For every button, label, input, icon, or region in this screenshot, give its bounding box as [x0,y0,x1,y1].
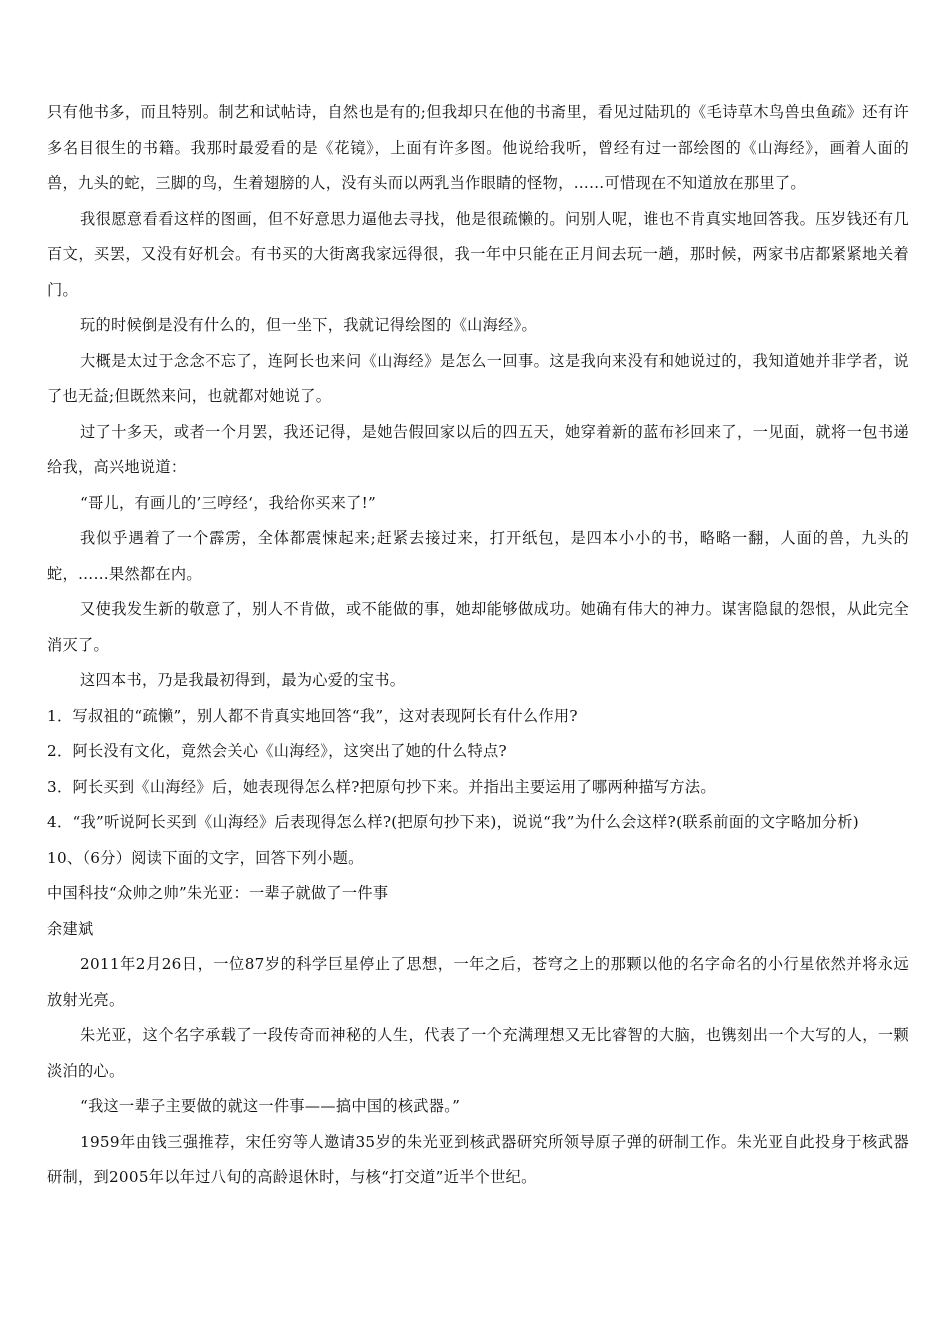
article-title: 中国科技“众帅之帅”朱光亚：一辈子就做了一件事 [47,884,389,902]
article-paragraph-2: 朱光亚，这个名字承载了一段传奇而神秘的人生，代表了一个充满理想又无比睿智的大脑，也镌刻出一个大写的人，一颗淡泊的心。 [47,1026,909,1080]
reading-paragraph-5: 过了十多天，或者一个月罢，我还记得，是她告假回家以后的四五天，她穿着新的蓝布衫回来了，一见面，就将一包书递给我，高兴地说道： [47,422,909,476]
article-paragraph-1: 2011年2月26日，一位87岁的科学巨星停止了思想，一年之后，苍穹之上的那颗以他的名字命名的小行星依然并将永远放射光亮。 [47,955,909,1009]
reading-paragraph-1: 只有他书多，而且特别。制艺和试帖诗，自然也是有的;但我却只在他的书斋里，看见过陆玑的《毛诗草木鸟兽虫鱼疏》还有许多名目很生的书籍。我那时最爱看的是《花镜》，上面有许多图。他说给我听，曾经有过一部绘图的《山海经》，画着人面的兽，九头的蛇，三脚的鸟，生着翅膀的人，没有头而以两乳当作眼睛的怪物，……可惜现在不知道放在那里了。 [47,103,909,192]
section-10-heading: 10、（6分）阅读下面的文字，回答下列小题。 [47,848,364,867]
reading-paragraph-6: “哥儿，有画儿的’三哼经‘，我给你买来了!” [80,493,377,512]
reading-paragraph-3: 玩的时候倒是没有什么的，但一坐下，我就记得绘图的《山海经》。 [80,316,538,334]
document-body [47,95,909,1196]
article-paragraph-4: 1959年由钱三强推荐，宋任穷等人邀请35岁的朱光亚到核武器研究所领导原子弹的研制工作。朱光亚自此投身于核武器研制，到2005年以年过八旬的高龄退休时，与核“打交道”近半个世纪。 [47,1132,909,1186]
question-2: 2．阿长没有文化，竟然会关心《山海经》，这突出了她的什么特点? [47,742,507,760]
question-3: 3．阿长买到《山海经》后，她表现得怎么样?把原句抄下来。并指出主要运用了哪两种描写方法。 [47,777,716,796]
article-author: 余建斌 [47,919,94,938]
reading-paragraph-7: 我似乎遇着了一个霹雳，全体都震悚起来;赶紧去接过来，打开纸包，是四本小小的书，略略一翻，人面的兽，九头的蛇，……果然都在内。 [47,529,909,583]
reading-paragraph-9: 这四本书，乃是我最初得到，最为心爱的宝书。 [80,671,406,689]
question-1: 1．写叔祖的“疏懒”，别人都不肯真实地回答“我”，这对表现阿长有什么作用? [47,706,578,725]
reading-paragraph-4: 大概是太过于念念不忘了，连阿长也来问《山海经》是怎么一回事。这是我向来没有和她说过的，我知道她并非学者，说了也无益;但既然来问，也就都对她说了。 [47,351,909,405]
article-paragraph-3: “我这一辈子主要做的就这一件事——搞中国的核武器。” [80,1097,461,1115]
reading-paragraph-2: 我很愿意看看这样的图画，但不好意思力逼他去寻找，他是很疏懒的。问别人呢，谁也不肯真实地回答我。压岁钱还有几百文，买罢，又没有好机会。有书买的大街离我家远得很，我一年中只能在正月间去玩一趟，那时候，两家书店都紧紧地关着门。 [47,209,909,299]
question-4: 4．“我”听说阿长买到《山海经》后表现得怎么样?(把原句抄下来)，说说“我”为什么会这样?(联系前面的文字略加分析) [47,813,859,831]
reading-paragraph-8: 又使我发生新的敬意了，别人不肯做，或不能做的事，她却能够做成功。她确有伟大的神力。谋害隐鼠的怨恨，从此完全消灭了。 [47,600,909,654]
